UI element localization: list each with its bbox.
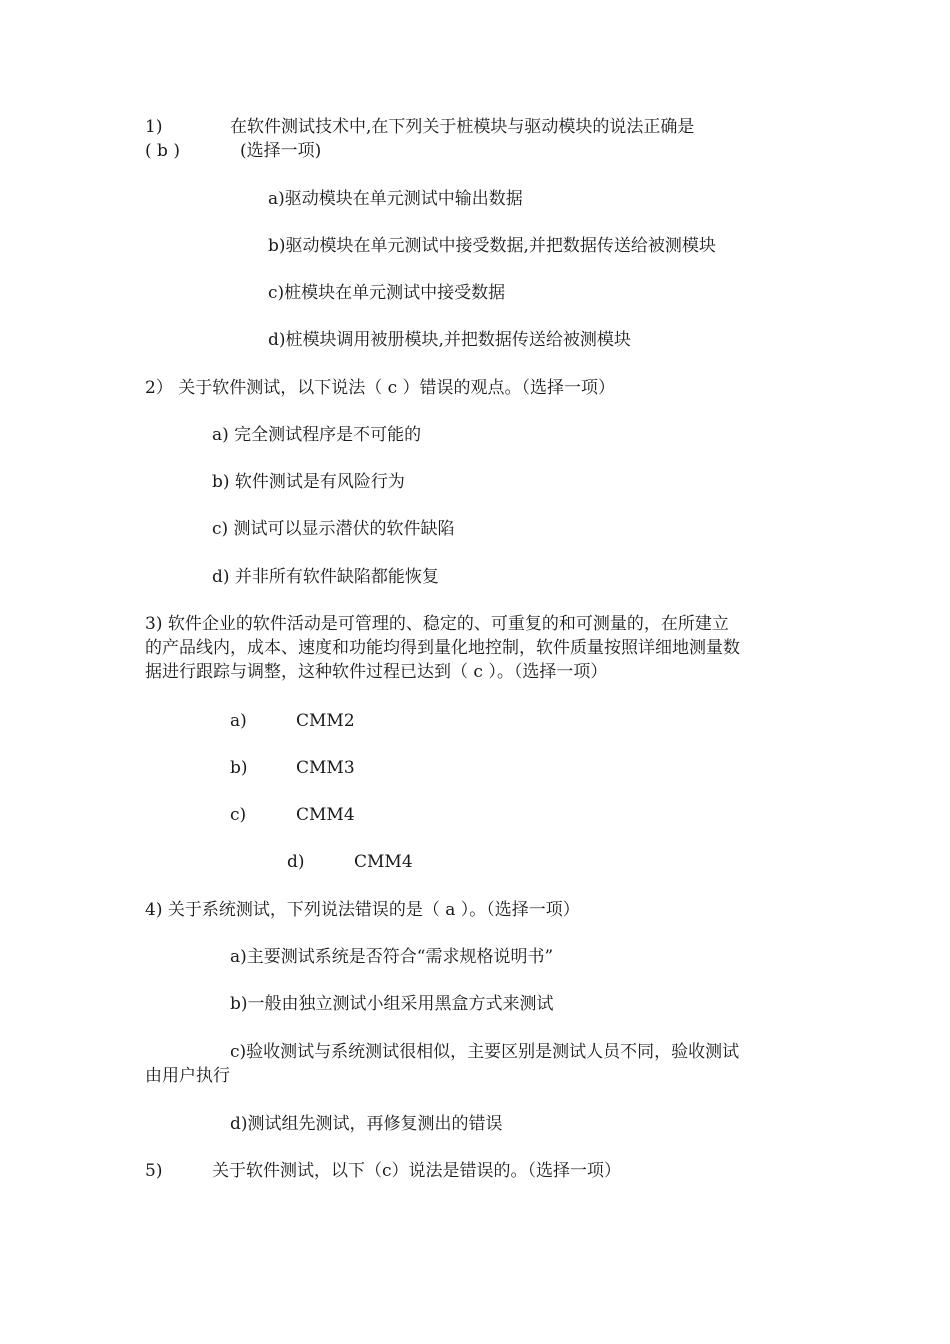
- question-3-option-a-label: a): [230, 711, 247, 731]
- question-3-option-d-label: d): [287, 852, 305, 872]
- question-2-option-d: d) 并非所有软件缺陷都能恢复: [212, 567, 439, 587]
- question-3-option-c-label: c): [230, 805, 247, 825]
- question-1-number: 1): [145, 117, 163, 137]
- question-4-option-c-continued: 由用户执行: [145, 1066, 230, 1086]
- question-4-option-b: b)一般由独立测试小组采用黑盒方式来测试: [230, 994, 554, 1014]
- question-4-option-c: c)验收测试与系统测试很相似，主要区别是测试人员不同，验收测试: [230, 1042, 740, 1062]
- question-3-option-a-value: CMM2: [296, 711, 355, 731]
- question-3-option-b-value: CMM3: [296, 758, 355, 778]
- question-1-option-d: d)桩模块调用被册模块,并把数据传送给被测模块: [268, 330, 631, 350]
- question-1-option-a: a)驱动模块在单元测试中输出数据: [268, 189, 523, 209]
- question-1-stem: 在软件测试技术中,在下列关于桩模块与驱动模块的说法正确是: [230, 117, 695, 137]
- question-2-stem: 2） 关于软件测试，以下说法（ c ）错误的观点。（选择一项）: [145, 378, 616, 398]
- question-3-stem-line-2: 的产品线内，成本、速度和功能均得到量化地控制，软件质量按照详细地测量数: [145, 638, 740, 658]
- question-1-option-c: c)桩模块在单元测试中接受数据: [268, 283, 506, 303]
- question-3-option-d-value: CMM4: [354, 852, 413, 872]
- question-5-number: 5): [145, 1161, 163, 1181]
- question-2-option-c: c) 测试可以显示潜伏的软件缺陷: [212, 519, 455, 539]
- question-3-stem-line-1: 3) 软件企业的软件活动是可管理的、稳定的、可重复的和可测量的，在所建立: [145, 614, 729, 634]
- question-1-option-b: b)驱动模块在单元测试中接受数据,并把数据传送给被测模块: [268, 236, 716, 256]
- question-1-note: (选择一项): [240, 141, 322, 161]
- question-1-answer: ( b ): [145, 141, 180, 161]
- question-3-option-b-label: b): [230, 758, 248, 778]
- question-4-stem: 4) 关于系统测试，下列说法错误的是（ a ）。（选择一项）: [145, 900, 580, 920]
- question-2-option-a: a) 完全测试程序是不可能的: [212, 425, 422, 445]
- question-5-stem: 关于软件测试，以下（c）说法是错误的。（选择一项）: [212, 1161, 622, 1181]
- question-3-stem-line-3: 据进行跟踪与调整，这种软件过程已达到（ c ）。（选择一项）: [145, 662, 608, 682]
- question-4-option-d: d)测试组先测试，再修复测出的错误: [230, 1114, 503, 1134]
- question-3-option-c-value: CMM4: [296, 805, 355, 825]
- question-4-option-a: a)主要测试系统是否符合“需求规格说明书”: [230, 947, 554, 967]
- question-2-option-b: b) 软件测试是有风险行为: [212, 472, 405, 492]
